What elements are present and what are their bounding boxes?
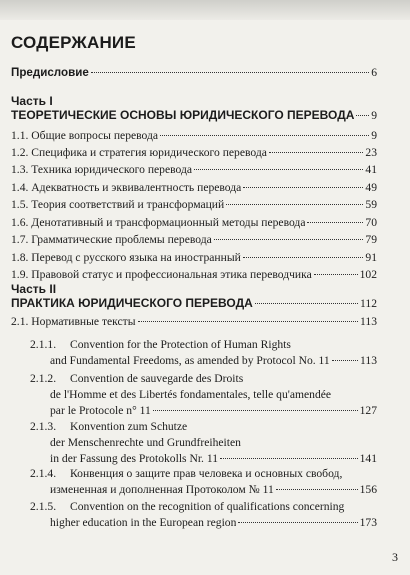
subsection-number: 2.1.2. — [30, 372, 57, 385]
section-title: Техника юридического перевода — [31, 163, 193, 176]
section-number: 1.7. — [11, 233, 29, 246]
leader-dots — [255, 303, 358, 304]
section-number: 1.1. — [11, 129, 29, 142]
section-page: 59 — [365, 198, 377, 211]
leader-dots — [276, 489, 358, 490]
subsection-last-line — [50, 483, 377, 497]
leader-dots — [153, 410, 358, 411]
subsection-last-line — [50, 354, 377, 368]
subsection-title-line: de l'Homme et des Libertés fondamentales, telle qu'amendée — [50, 388, 332, 401]
section-number: 1.3. — [11, 163, 29, 176]
leader-dots — [220, 458, 358, 459]
subsection-title-line: Convention on the recognition of qualifications concerning — [70, 500, 345, 513]
leader-dots — [194, 169, 363, 170]
toc-section-title — [11, 198, 224, 212]
section-title: Перевод с русского языка на иностранный — [31, 251, 241, 264]
toc-section-title — [11, 268, 312, 282]
toc-section-title — [11, 146, 267, 160]
section-number: 2.1. — [11, 315, 29, 328]
section-title: Правовой статус и профессиональная этика переводчика — [31, 268, 312, 281]
subsection-page: 173 — [359, 516, 377, 529]
subsection-number: 2.1.3. — [30, 420, 57, 433]
section-page: 79 — [365, 233, 377, 246]
toc-part1-title[interactable] — [11, 108, 377, 123]
leader-dots — [226, 204, 363, 205]
subsection-title-line: Конвенция о защите прав человека и основных свобод, — [70, 467, 343, 480]
toc-part2-title[interactable] — [11, 296, 377, 311]
toc-section-title — [11, 216, 305, 230]
section-page: 102 — [359, 268, 377, 281]
part2-label: Часть II — [11, 282, 57, 296]
leader-dots — [238, 522, 357, 523]
section-page: 23 — [365, 146, 377, 159]
section-number: 1.8. — [11, 251, 29, 264]
section-number: 1.2. — [11, 146, 29, 159]
toc-section-1-3[interactable] — [11, 163, 377, 177]
part2-title: ПРАКТИКА ЮРИДИЧЕСКОГО ПЕРЕВОДА — [11, 296, 253, 310]
leader-dots — [356, 115, 369, 116]
toc-section-1-5[interactable] — [11, 198, 377, 212]
toc-section-1-8[interactable] — [11, 251, 377, 265]
toc-preface-label: Предисловие — [11, 66, 89, 79]
leader-dots — [243, 257, 364, 258]
part1-page: 9 — [371, 109, 377, 122]
toc-section-title — [11, 181, 241, 195]
section-page: 70 — [365, 216, 377, 229]
toc-preface[interactable] — [11, 66, 377, 80]
subsection-title-line: измененная и дополненная Протоколом № 11 — [50, 483, 274, 496]
page-title: СОДЕРЖАНИЕ — [11, 33, 136, 52]
section-number: 1.5. — [11, 198, 29, 211]
section-page: 41 — [365, 163, 377, 176]
subsection-title-line: higher education in the European region — [50, 516, 237, 529]
leader-dots — [91, 72, 369, 73]
leader-dots — [332, 360, 358, 361]
toc-section-1-9[interactable] — [11, 268, 377, 282]
leader-dots — [160, 135, 369, 136]
leader-dots — [138, 321, 358, 322]
subsection-title-line: Konvention zum Schutze — [70, 420, 188, 433]
subsection-title-line: in der Fassung des Protokolls Nr. 11 — [50, 452, 219, 465]
subsection-last-line — [50, 516, 377, 530]
subsection-page: 113 — [360, 354, 377, 367]
toc-section-1-7[interactable] — [11, 233, 377, 247]
subsection-page: 141 — [359, 452, 377, 465]
subsection-number: 2.1.5. — [30, 500, 57, 513]
subsection-title-line: Convention de sauvegarde des Droits — [70, 372, 244, 385]
subsection-page: 156 — [359, 483, 377, 496]
leader-dots — [307, 222, 363, 223]
subsection-title-line: Convention for the Protection of Human Rights — [70, 338, 291, 351]
section-page: 9 — [371, 129, 377, 142]
page-number: 3 — [392, 550, 398, 564]
subsection-title-line: par le Protocole n° 11 — [50, 404, 151, 417]
section-number: 1.6. — [11, 216, 29, 229]
toc-section-1-4[interactable] — [11, 181, 377, 195]
subsection-number: 2.1.4. — [30, 467, 57, 480]
subsection-page: 127 — [359, 404, 377, 417]
section-number: 1.9. — [11, 268, 29, 281]
toc-section-title — [11, 163, 192, 177]
part1-label: Часть I — [11, 94, 53, 108]
subsection-number: 2.1.1. — [30, 338, 57, 351]
leader-dots — [314, 274, 358, 275]
section-page: 49 — [365, 181, 377, 194]
section-title: Грамматические проблемы перевода — [31, 233, 212, 246]
toc-preface-page: 6 — [371, 66, 377, 79]
section-number: 1.4. — [11, 181, 29, 194]
section-title: Специфика и стратегия юридического перевода — [31, 146, 267, 159]
toc-section-1-6[interactable] — [11, 216, 377, 230]
toc-section-1-2[interactable] — [11, 146, 377, 160]
section-title: Адекватность и эквивалентность перевода — [31, 181, 242, 194]
top-shadow-band — [0, 0, 410, 20]
subsection-last-line — [50, 452, 377, 466]
section-title: Нормативные тексты — [31, 315, 136, 328]
leader-dots — [214, 239, 364, 240]
leader-dots — [269, 152, 364, 153]
section-title: Денотативный и трансформационный методы перевода — [31, 216, 306, 229]
toc-section-1-1[interactable] — [11, 129, 377, 143]
section-page: 113 — [360, 315, 377, 328]
section-page: 91 — [365, 251, 377, 264]
toc-section-title — [11, 129, 158, 143]
subsection-last-line — [50, 404, 377, 418]
section-title: Общие вопросы перевода — [31, 129, 159, 142]
subsection-title-line: der Menschenrechte und Grundfreiheiten — [50, 436, 241, 449]
subsection-title-line: and Fundamental Freedoms, as amended by Protocol No. 11 — [50, 354, 330, 367]
leader-dots — [243, 187, 363, 188]
toc-section-title — [11, 233, 212, 247]
toc-section-title — [11, 251, 241, 265]
part2-page: 112 — [360, 297, 377, 310]
toc-section-title — [11, 315, 136, 329]
toc-section-2-1[interactable] — [11, 315, 377, 329]
part1-title: ТЕОРЕТИЧЕСКИЕ ОСНОВЫ ЮРИДИЧЕСКОГО ПЕРЕВОДА — [11, 108, 355, 122]
section-title: Теория соответствий и трансформаций — [31, 198, 225, 211]
